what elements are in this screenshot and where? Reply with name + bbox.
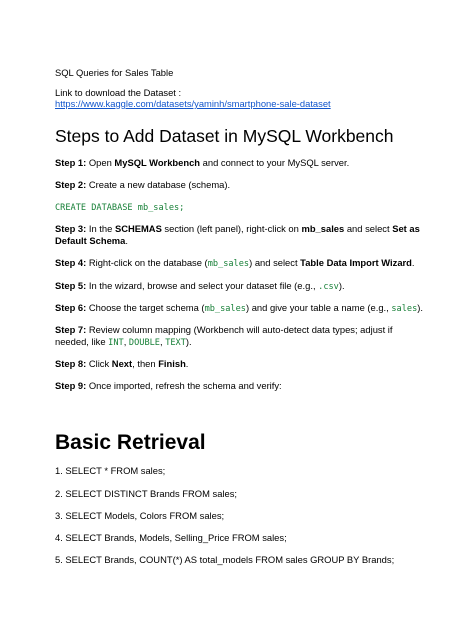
step-7-sep-b: ,: [159, 336, 166, 347]
step-1: [55, 157, 349, 169]
step-5-label: Step 5:: [55, 280, 87, 291]
code-create-database: [55, 201, 184, 214]
step-7-text-b: ).: [185, 336, 192, 347]
step-1-label: Step 1:: [55, 157, 87, 168]
step-9-text: Once imported, refresh the schema and verify:: [86, 380, 282, 391]
step-4-text-b: ) and select: [249, 257, 301, 268]
step-7-code-int: INT: [108, 338, 124, 348]
step-6-text-c: ).: [417, 302, 423, 313]
step-4-text-a: Right-click on the database (: [86, 257, 208, 268]
query-item-5: 5. SELECT Brands, COUNT(*) AS total_models FROM sales GROUP BY Brands;: [55, 554, 395, 565]
code-create-text: CREATE DATABASE mb_sales;: [55, 203, 185, 213]
step-9-label: Step 9:: [55, 380, 87, 391]
step-3-text-c: and select: [344, 223, 393, 234]
step-4-code: mb_sales: [207, 259, 250, 269]
dataset-link-anchor[interactable]: https://www.kaggle.com/datasets/yaminh/smartphone-sale-dataset: [55, 98, 331, 109]
step-7-sep-a: ,: [123, 336, 129, 347]
step-5-text-b: ).: [338, 280, 345, 291]
step-6: [55, 302, 423, 315]
step-7: [55, 324, 420, 349]
step-8: [55, 358, 188, 370]
step-8-bold-b: Finish: [158, 358, 186, 369]
step-3-bold-b: mb_sales: [301, 223, 345, 234]
step-7-label: Step 7:: [55, 324, 87, 335]
step-3-text-d: .: [125, 235, 128, 246]
query-item-1: 1. SELECT * FROM sales;: [55, 465, 166, 476]
step-4-bold: Table Data Import Wizard: [300, 257, 412, 268]
step-6-text-b: ) and give your table a name (e.g.,: [245, 302, 392, 313]
step-8-label: Step 8:: [55, 358, 87, 369]
step-1-text-b: and connect to your MySQL server.: [200, 157, 350, 168]
doc-title: SQL Queries for Sales Table: [55, 67, 174, 78]
step-5-code: .csv: [318, 282, 339, 292]
step-7-text-a: Review column mapping (Workbench will auto-detect data types; adjust if needed, like: [55, 324, 393, 347]
step-6-code-a: mb_sales: [204, 304, 246, 314]
section-heading-steps: Steps to Add Dataset in MySQL Workbench: [55, 126, 394, 146]
step-5-text-a: In the wizard, browse and select your dataset file (e.g.,: [86, 280, 319, 291]
section-heading-basic-retrieval: Basic Retrieval: [55, 431, 206, 454]
step-8-text-c: .: [185, 358, 189, 369]
step-3-text-a: In the: [86, 223, 115, 234]
query-item-3: 3. SELECT Models, Colors FROM sales;: [55, 510, 225, 521]
download-label: Link to download the Dataset :: [55, 87, 182, 98]
step-2-text: Create a new database (schema).: [86, 179, 231, 190]
query-item-4: 4. SELECT Brands, Models, Selling_Price FROM sales;: [55, 532, 287, 543]
step-4-text-c: .: [411, 257, 415, 268]
step-6-code-b: sales: [391, 304, 418, 314]
step-6-label: Step 6:: [55, 302, 87, 313]
step-2-label: Step 2:: [55, 179, 87, 190]
step-3-bold-c: Set as Default Schema: [55, 223, 420, 246]
dataset-link[interactable]: [55, 98, 331, 110]
step-3-label: Step 3:: [55, 223, 87, 234]
step-3-bold-a: SCHEMAS: [114, 223, 162, 234]
step-4: [55, 257, 415, 270]
step-9: [55, 380, 282, 392]
step-4-label: Step 4:: [55, 257, 87, 268]
step-5: [55, 280, 345, 293]
step-1-text-a: Open: [86, 157, 115, 168]
step-7-code-text: TEXT: [165, 338, 186, 348]
step-2: [55, 179, 230, 191]
step-3: [55, 223, 420, 247]
step-3-text-b: section (left panel), right-click on: [161, 223, 302, 234]
query-item-2: 2. SELECT DISTINCT Brands FROM sales;: [55, 488, 237, 499]
step-7-code-double: DOUBLE: [128, 338, 160, 348]
step-1-bold-a: MySQL Workbench: [114, 157, 201, 168]
step-8-text-b: , then: [132, 358, 159, 369]
step-6-text-a: Choose the target schema (: [86, 302, 205, 313]
step-8-text-a: Click: [86, 358, 112, 369]
step-8-bold-a: Next: [111, 358, 133, 369]
